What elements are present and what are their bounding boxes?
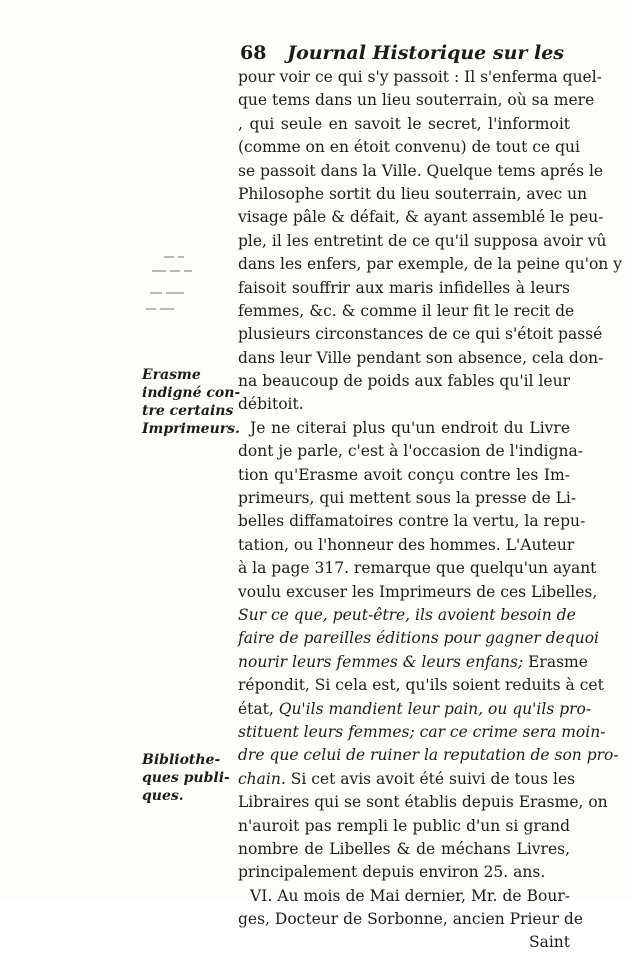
text-line: stituent leurs femmes; car ce crime sera moin- [238, 722, 606, 741]
margin-note-line: Erasme [142, 367, 201, 383]
text-line: dans leur Ville pendant son absence, cela don- [238, 348, 604, 367]
text-line [238, 768, 576, 791]
text-line: Libraires qui se sont établis depuis Erasme, on [238, 793, 608, 812]
body-text [238, 66, 622, 955]
text-line: n'auroit pas rempli le public d'un si grand [238, 816, 570, 835]
text-line: ges, Docteur de Sorbonne, ancien Prieur de [238, 910, 584, 929]
margin-note-line: Imprimeurs. [142, 421, 240, 437]
text-line: se passoit dans la Ville. Quelque tems aprés le [238, 161, 604, 180]
text-line: débitoit. [238, 395, 304, 414]
italic-segment: chain. [238, 769, 286, 788]
text-line: dre que celui de ruiner la reputation de son pro- [238, 746, 619, 765]
margin-note-line: indigné con- [142, 385, 241, 401]
text-line: na beaucoup de poids aux fables qu'il leur [238, 372, 570, 391]
italic-segment: nourir leurs femmes & leurs enfans; [238, 652, 524, 671]
text-line: dans les enfers, par exemple, de la peine qu'on y [238, 255, 622, 274]
running-title: Journal Historique sur les [287, 42, 565, 64]
margin-note-bibliotheques [142, 751, 232, 805]
text-line: Saint [528, 933, 570, 952]
roman-segment: Erasme [523, 652, 588, 671]
text-line: Philosophe sortit du lieu souterrain, avec un [238, 184, 588, 203]
margin-note-line: tre certains [142, 403, 234, 419]
text-line: voulu excuser les Imprimeurs de ces Libelles, [238, 582, 598, 601]
margin-note-line: ques. [142, 788, 184, 804]
text-line [238, 698, 592, 721]
italic-segment: Qu'ils mandient leur pain, ou qu'ils pro- [278, 699, 592, 718]
roman-segment: état, [238, 699, 279, 718]
text-line: VI. Au mois de Mai dernier, Mr. de Bour- [250, 886, 570, 905]
text-line: ple, il les entretint de ce qu'il supposa avoir vû [238, 231, 607, 250]
text-line: plusieurs circonstances de ce qui s'étoit passé [238, 325, 603, 344]
text-line: tation, ou l'honneur des hommes. L'Auteur [238, 535, 575, 554]
margin-note-line: Bibliothe- [142, 752, 221, 768]
text-line: Sur ce que, peut-être, ils avoient besoin de [238, 605, 576, 624]
text-line: principalement depuis environ 25. ans. [238, 863, 546, 882]
text-line: visage pâle & défait, & ayant assemblé le peu- [238, 208, 604, 227]
faded-marginal-marks [142, 250, 224, 320]
text-line: primeurs, qui mettent sous la presse de Li- [238, 489, 577, 508]
text-line: femmes, &c. & comme il leur fit le recit de [238, 301, 575, 320]
text-line: (comme on en étoit convenu) de tout ce qui [238, 138, 580, 157]
text-line: répondit, Si cela est, qu'ils soient reduits à cet [238, 676, 604, 695]
text-line: tion qu'Erasme avoit conçu contre les Im- [238, 465, 570, 484]
roman-segment: Si cet avis avoit été suivi de tous les [285, 769, 576, 788]
text-line: belles diffamatoires contre la vertu, la repu- [238, 512, 586, 531]
margin-note-line: ques publi- [142, 770, 230, 786]
text-line: Je ne citerai plus qu'un endroit du Livre [250, 418, 570, 437]
text-line: dont je parle, c'est à l'occasion de l'indigna- [238, 442, 583, 461]
running-header [240, 42, 570, 64]
text-line: à la page 317. remarque que quelqu'un ayant [238, 559, 597, 578]
margin-note-erasme [142, 366, 241, 438]
text-line: que tems dans un lieu souterrain, où sa mere [238, 91, 595, 110]
text-line: nombre de Libelles & de méchans Livres, [238, 839, 570, 858]
text-line [238, 651, 588, 674]
page-number: 68 [240, 42, 267, 64]
text-line: faire de pareilles éditions pour gagner dequoi [238, 629, 600, 648]
text-line: , qui seule en savoit le secret, l'informoit [238, 114, 570, 133]
text-line: faisoit souffrir aux maris infidelles à leurs [238, 278, 570, 297]
text-line: pour voir ce qui s'y passoit : Il s'enferma quel- [238, 68, 602, 86]
